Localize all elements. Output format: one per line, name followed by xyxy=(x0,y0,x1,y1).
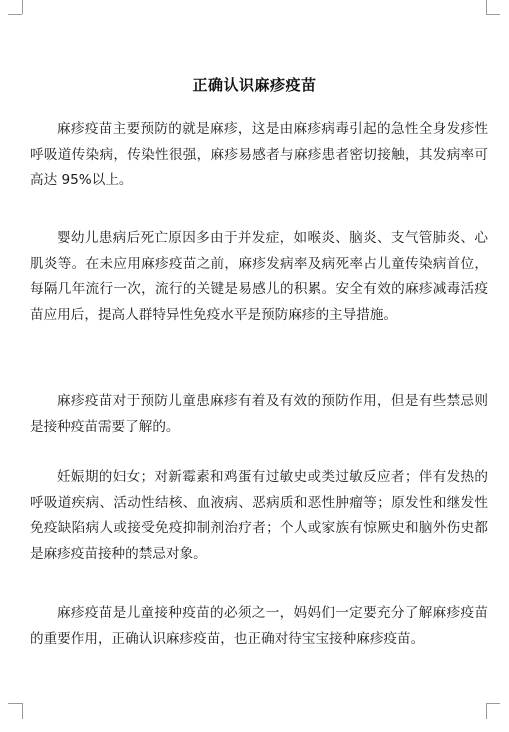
paragraph-1: 麻疹疫苗主要预防的就是麻疹，这是由麻疹病毒引起的急性全身发疹性呼吸道传染病，传染性很强，麻疹易感者与麻疹患者密切接触，其发病率可高达 95%以上。 xyxy=(30,121,488,188)
paragraph-3: 麻疹疫苗对于预防儿童患麻疹有着及有效的预防作用，但是有些禁忌则是接种疫苗需要了解的。 xyxy=(30,393,488,435)
document-title: 正确认识麻疹疫苗 xyxy=(192,76,317,94)
paragraph-2: 婴幼儿患病后死亡原因多由于并发症，如喉炎、脑炎、支气管肺炎、心肌炎等。在未应用麻疹疫苗之前，麻疹发病率及病死率占儿童传染病首位，每隔几年流行一次，流行的关键是易感儿的积累。安全有效的麻疹减毒活疫苗应用后，提高人群特异性免疫水平是预防麻疹的主导措施。 xyxy=(30,230,488,323)
paragraph-4: 妊娠期的妇女；对新霉素和鸡蛋有过敏史或类过敏反应者；伴有发热的呼吸道疾病、活动性结核、血液病、恶病质和恶性肿瘤等；原发性和继发性免疫缺陷病人或接受免疫抑制剂治疗者；个人或家族有惊厥史和脑外伤史都是麻疹疫苗接种的禁忌对象。 xyxy=(30,469,488,562)
paragraph-5: 麻疹疫苗是儿童接种疫苗的必须之一，妈妈们一定要充分了解麻疹疫苗的重要作用，正确认识麻疹疫苗，也正确对待宝宝接种麻疹疫苗。 xyxy=(30,605,488,647)
